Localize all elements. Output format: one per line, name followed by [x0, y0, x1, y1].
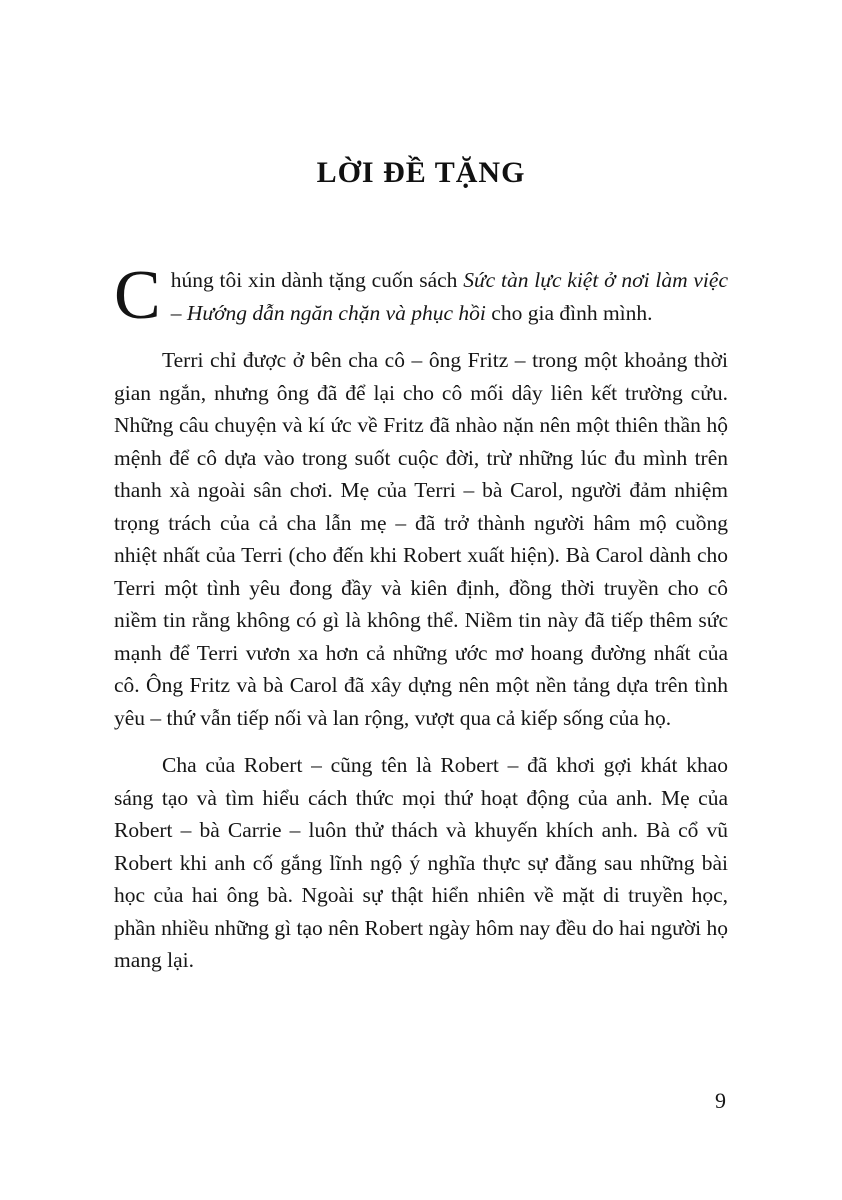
dedication-paragraph [114, 257, 728, 334]
dedication-tail-text: cho gia đình mình. [485, 300, 653, 325]
dedication-lead-text: húng tôi xin dành tặng cuốn sách [170, 268, 464, 292]
paragraph-robert: Cha của Robert – cũng tên là Robert – đã khơi gợi khát khao sáng tạo và tìm hiểu cách thức mọi thứ hoạt động của anh. Mẹ của Robert – bà Carrie – luôn thử thách và khuyến khích anh. Bà cổ vũ Robert khi anh cố gắng lĩnh ngộ ý nghĩa thực sự đằng sau những bài học của hai ông bà. Ngoài sự thật hiển nhiên về mặt di truyền học, phần nhiều những gì tạo nên Robert ngày hôm nay đều do hai người họ mang lại. [114, 753, 728, 972]
drop-cap: C [114, 257, 161, 334]
book-title-italic: Sức tàn lực kiệt ở nơi làm việc – Hướng dẫn ngăn chặn và phục hồi [170, 268, 728, 325]
chapter-title: LỜI ĐỀ TẶNG [316, 156, 526, 189]
body-text [114, 257, 728, 977]
page-number: 9 [715, 1088, 726, 1113]
paragraph-terri: Terri chỉ được ở bên cha cô – ông Fritz – trong một khoảng thời gian ngắn, nhưng ông đã để lại cho cô mối dây liên kết trường cửu. Những câu chuyện và kí ức về Fritz đã nhào nặn nên một thiên thần hộ mệnh để cô dựa vào trong suốt cuộc đời, trừ những lúc đu mình trên thanh xà ngoài sân chơi. Mẹ của Terri – bà Carol, người đảm nhiệm trọng trách của cả cha lẫn mẹ – đã trở thành người hâm mộ cuồng nhiệt nhất của Terri (cho đến khi Robert xuất hiện). Bà Carol dành cho Terri một tình yêu đong đầy và kiên định, đồng thời truyền cho cô niềm tin rằng không có gì là không thể. Niềm tin này đã tiếp thêm sức mạnh để Terri vươn xa hơn cả những ước mơ hoang đường nhất của cô. Ông Fritz và bà Carol đã xây dựng nên một nền tảng dựa trên tình yêu – thứ vẫn tiếp nối và lan rộng, vượt qua cả kiếp sống của họ. [114, 348, 728, 730]
